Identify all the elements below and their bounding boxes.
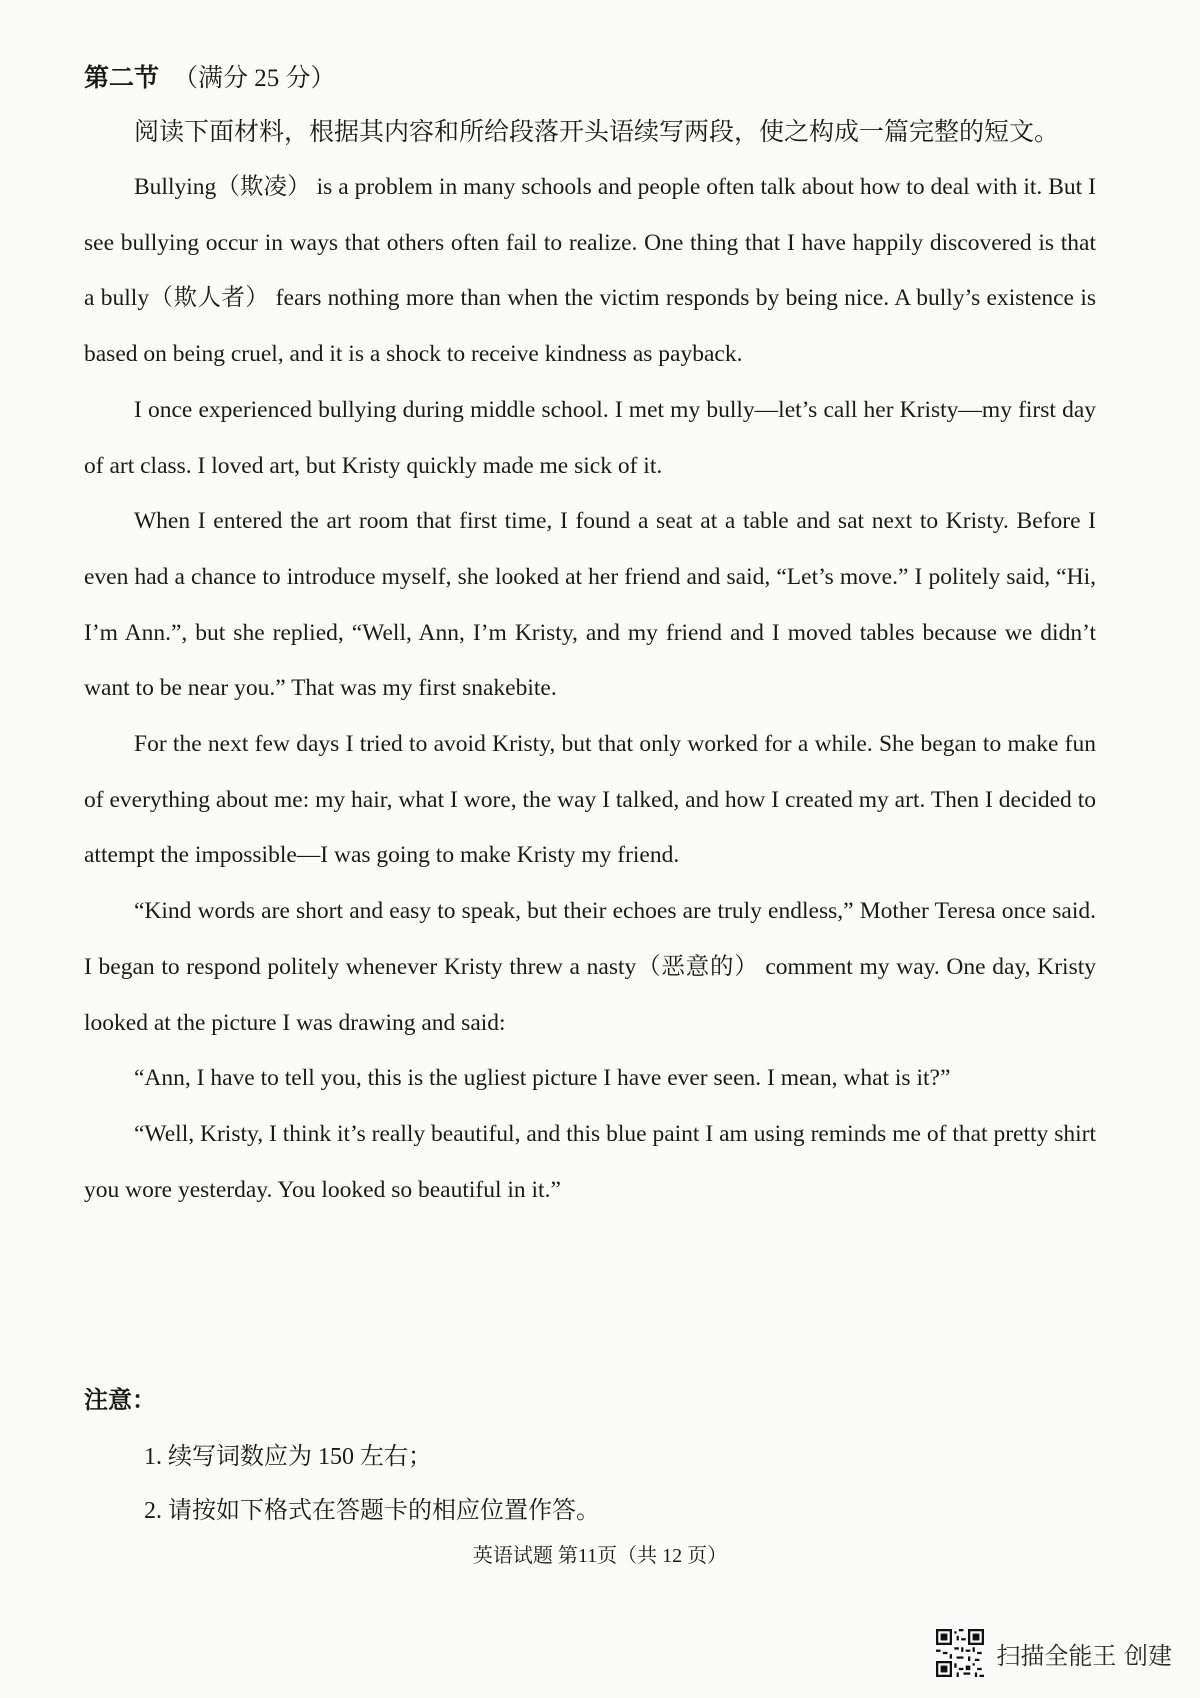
note-item: 2. 请按如下格式在答题卡的相应位置作答。 bbox=[144, 1498, 600, 1524]
notes-title: 注意： bbox=[84, 1388, 156, 1414]
passage-paragraph: When I entered the art room that first time, I found a seat at a table and sat next to Kristy. Before I even had a chance to introduce myself, she looked at her friend and said, “Let’s move.” I politely said, “Hi, I’m Ann.”, but she replied, “Well, Ann, I’m Kristy, and my friend and I moved tables because we didn’t want to be near you.” That was my first snakebite. bbox=[84, 508, 1096, 702]
passage-paragraph: “Well, Kristy, I think it’s really beautiful, and this blue paint I am using reminds me of that pretty shirt you wore yesterday. You looked so beautiful in it.” bbox=[84, 1120, 1096, 1203]
scanner-watermark bbox=[936, 1629, 1172, 1677]
note-item: 1. 续写词数应为 150 左右； bbox=[144, 1444, 432, 1470]
passage-paragraph: “Ann, I have to tell you, this is the ugliest picture I have ever seen. I mean, what is it?” bbox=[134, 1065, 951, 1092]
passage-paragraph: For the next few days I tried to avoid Kristy, but that only worked for a while. She began to make fun of everything about me: my hair, what I wore, the way I talked, and how I created my art. Then I decided to attempt the impossible—I was going to make Kristy my friend. bbox=[84, 731, 1096, 869]
passage-paragraph: I once experienced bullying during middle school. I met my bully—let’s call her Kristy—my first day of art class. I loved art, but Kristy quickly made me sick of it. bbox=[84, 396, 1096, 479]
page-footer: 英语试题 第11页（共 12 页） bbox=[472, 1545, 728, 1567]
qr-code-icon bbox=[936, 1629, 984, 1677]
watermark-text: 扫描全能王 创建 bbox=[996, 1641, 1172, 1670]
section-heading bbox=[84, 58, 336, 94]
reading-passage bbox=[84, 160, 1096, 1218]
passage-paragraph: Bullying（欺凌） is a problem in many schools and people often talk about how to deal with it. But I see bullying occur in ways that others often fail to realize. One thing that I have happily discovered is that a bully（欺人者） fears nothing more than when the victim responds by being nice. A bully’s existence is based on being cruel, and it is a shock to receive kindness as payback. bbox=[84, 174, 1096, 368]
section-score: （满分 25 分） bbox=[173, 65, 336, 92]
section-title: 第二节 bbox=[84, 65, 160, 92]
instruction-text: 阅读下面材料，根据其内容和所给段落开头语续写两段，使之构成一篇完整的短文。 bbox=[134, 119, 1060, 146]
passage-paragraph: “Kind words are short and easy to speak, but their echoes are truly endless,” Mother Teresa once said. I began to respond politely whenever Kristy threw a nasty（恶意的） comment my way. One day, Kristy looked at the picture I was drawing and said: bbox=[84, 898, 1096, 1036]
